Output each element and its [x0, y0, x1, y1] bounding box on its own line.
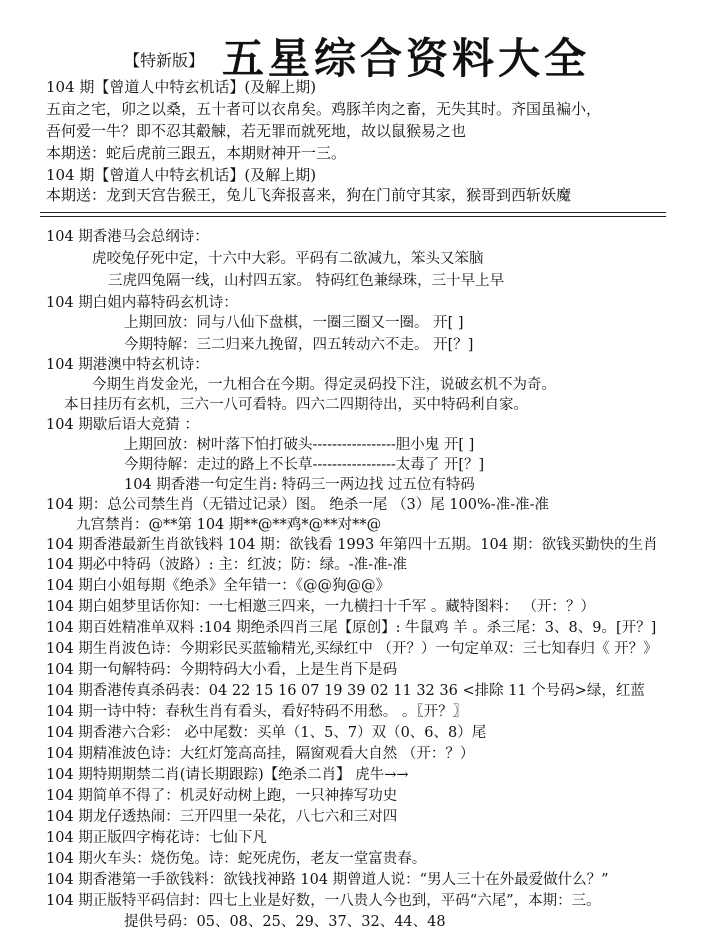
s2-line-15: 九宫禁肖：@**第 104 期**@**鸡*@**对**@ [76, 517, 382, 533]
s2-line-16: 104 期香港最新生肖欲钱料 104 期：欲钱看 1993 年第四十五期。104 期：欲钱买勤快的生肖 [46, 537, 658, 553]
header [0, 14, 718, 83]
s2-line-27: 104 期特期期禁二肖(请长期跟踪)【绝杀二肖】 虎牛→→ [46, 767, 409, 783]
s2-line-18: 104 期白小姐每期《绝杀》全年错一：《@@狗@@》 [46, 578, 391, 594]
s2-line-31: 104 期火车头：烧伤兔。诗：蛇死虎伤，老友一堂富贵春。 [46, 851, 427, 867]
s2-line-20: 104 期百姓精准单双料 :104 期绝杀四肖三尾【原创】: 牛鼠鸡 羊 。杀三尾：3、8、9。[开？] [46, 620, 657, 636]
s2-line-13: 104 期香港一句定生肖: 特码三一两边找 过五位有特码 [124, 477, 475, 493]
s2-line-4: 104 期白姐内幕特码玄机诗： [46, 295, 238, 311]
s1-line-2: 五亩之宅，卯之以桑，五十者可以衣帛矣。鸡豚羊肉之畜，无失其时。齐国虽褊小， [46, 100, 602, 118]
s2-line-7: 104 期港澳中特玄机诗： [46, 357, 209, 373]
s2-line-14: 104 期：总公司禁生肖（无错过记录）图。 绝杀一尾 （3）尾 100%-准-准-准 [46, 497, 549, 513]
s2-line-8: 今期生肖发金光，一九相合在今期。得定灵码投下注，说破玄机不为奇。 [92, 377, 556, 393]
s2-line-33: 104 期正版特平码信封：四七上业是好数，一八贵人今也到，平码“六尾”，本期：三。 [46, 893, 601, 909]
divider-top [40, 212, 666, 213]
s2-line-22: 104 期一句解特码：今期特码大小看，上是生肖下是码 [46, 662, 398, 678]
s1-line-1: 104 期【曾道人中特玄机话】(及解上期) [46, 78, 317, 96]
s2-line-3: 三虎四兔隔一线，山村四五家。 特码红色兼绿珠，三十早上早 [108, 273, 505, 289]
s2-line-26: 104 期精准波色诗：大红灯笼高高挂，隔窗观看大自然 （开：？） [46, 746, 475, 762]
s1-line-6: 本期送：龙到天宫告猴王，兔儿飞奔报喜来，狗在门前守其家，猴哥到西斩妖魔 [46, 186, 572, 204]
s2-line-29: 104 期龙仔透热闹：三开四里一朵花，八七六和三对四 [46, 809, 398, 825]
s2-line-32: 104 期香港第一手欲钱料：欲钱找神路 104 期曾道人说：“男人三十在外最爱做什么？” [46, 872, 609, 888]
edition-label: 【特新版】 [124, 51, 205, 70]
s1-line-3: 吾何爱一牛？即不忍其觳觫，若无罪而就死地，故以鼠猴易之也 [46, 122, 467, 140]
s1-line-4: 本期送：蛇后虎前三跟五，本期财神开一三。 [46, 144, 347, 162]
s2-line-28: 104 期简单不得了：机灵好动树上跑，一只神捧写功史 [46, 788, 398, 804]
s2-line-9: 本日挂历有玄机，三六一八可看特。四六二四期待出，买中特码利自家。 [64, 397, 528, 413]
s2-line-12: 今期待解：走过的路上不长草-----------------太毒了 开[？] [124, 457, 485, 473]
s2-line-24: 104 期一诗中特：春秋生肖有看头，看好特码不用愁。 。〖开？〗 [46, 704, 468, 720]
s2-line-23: 104 期香港传真杀码表：04 22 15 16 07 19 39 02 11 32 36 <排除 11 个号码>绿，红蓝 [46, 683, 645, 699]
s2-line-5: 上期回放：同与八仙下盘棋，一圈三圈又一圈。 开[ ] [124, 315, 464, 331]
s2-line-6: 今期特解：三二归来九挽留，四五转动六不走。 开[？] [124, 337, 474, 353]
s2-line-11: 上期回放：树叶落下怕打破头-----------------胆小鬼 开[ ] [124, 437, 475, 453]
s2-line-30: 104 期正版四字梅花诗：七仙下凡 [46, 830, 267, 846]
s2-line-19: 104 期白姐梦里话你知：一七相邀三四来，一九横扫十千军 。藏特图料： （开：？） [46, 599, 596, 615]
s2-line-2: 虎咬兔仔死中定，十六中大彩。平码有二欲减九，笨头又笨脑 [92, 251, 484, 267]
s2-line-34: 提供号码：05、08、25、29、37、32、44、48 [124, 914, 446, 930]
page-title: 五星综合资料大全 [222, 34, 591, 83]
s2-line-1: 104 期香港马会总纲诗： [46, 229, 209, 245]
s2-line-10: 104 期歇后语大竞猜 ： [46, 417, 199, 433]
s1-line-5: 104 期【曾道人中特玄机话】(及解上期) [46, 166, 317, 184]
s2-line-21: 104 期生肖波色诗：今期彩民买蓝输精光,买绿红中 （开？）一句定单双：三七知春归《 开？》 [46, 641, 658, 657]
s2-line-17: 104 期必中特码（波路）: 主：红波；防：绿。-准-准-准 [46, 557, 407, 573]
s2-line-25: 104 期香港六合彩： 必中尾数：买单（1、5、7）双（0、6、8）尾 [46, 725, 487, 741]
divider-bottom [40, 216, 666, 217]
